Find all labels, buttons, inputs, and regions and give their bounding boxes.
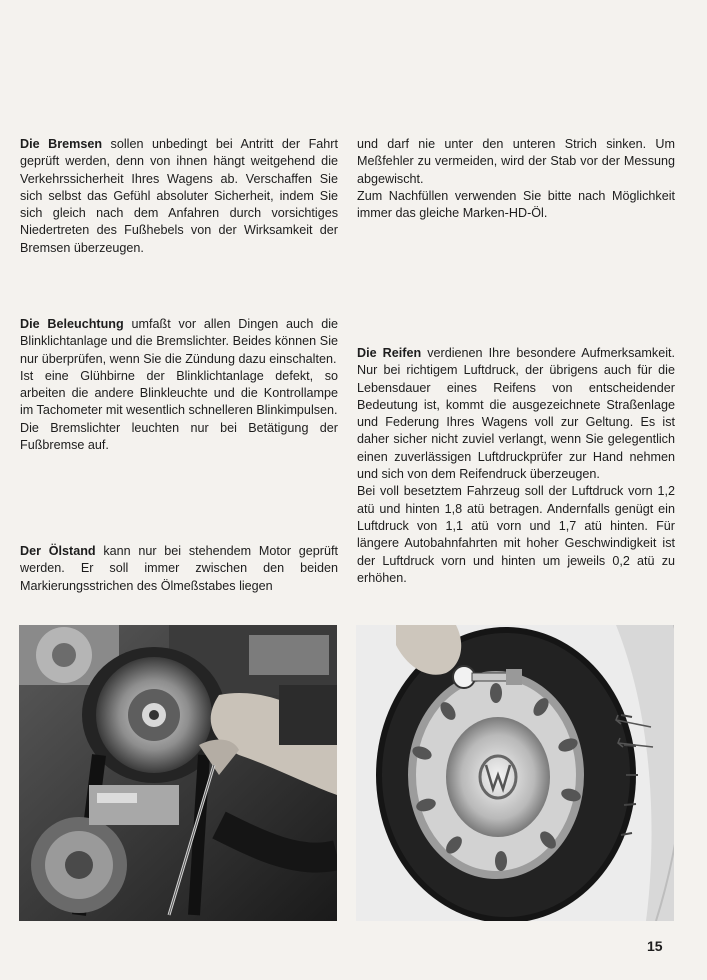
tires-paragraph-2: Bei voll besetztem Fahrzeug soll der Luftdruck vorn 1,2 atü und hinten 1,8 atü betragen. Andernfalls genügt ein Luftdruck von 1,1 atü vorn und 1,7 atü hinten. Für längere Autobahnfahrten mit hoher Geschwindigkeit ist der Luftdruck vorn und hinten um jeweils 0,2 atü zu erhöhen. [357, 484, 675, 585]
oil-level-text: kann nur bei stehendem Motor geprüft werden. Er soll immer zwischen den beiden Markierungsstrichen des Ölmeßstabes liegen [20, 544, 338, 593]
oil-level-heading: Der Ölstand [20, 544, 96, 558]
page-number: 15 [647, 938, 663, 954]
oil-level-section [20, 543, 338, 595]
oil-level-continued-paragraph-1: und darf nie unter den unteren Strich sinken. Um Meßfehler zu vermeiden, wird der Stab vor der Messung abgewischt. [357, 137, 675, 186]
tires-text: verdienen Ihre besondere Aufmerksamkeit. Nur bei richtigem Luftdruck, der übrigens auch für die Lebensdauer eines Reifens von entscheidender Bedeutung ist, kommt die ausgezeichnete Straßenlage und Federung Ihres Wagens voll zur Geltung. Es ist daher sicher nicht zuviel verlangt, wenn Sie gelegentlich einen zuverlässigen Luftdruckprüfer zur Hand nehmen und sich von dem Reifendruck überzeugen. [357, 346, 675, 482]
tire-pressure-photo-icon [356, 625, 674, 921]
oil-level-continued [357, 136, 675, 222]
brakes-section [20, 136, 338, 257]
lighting-paragraph-2: Ist eine Glühbirne der Blinklichtanlage defekt, so arbeiten die andere Blinkleuchte und die Kontrollampe im Tachometer mit wesentlich schnelleren Blinkimpulsen. [20, 368, 338, 418]
brakes-text: sollen unbedingt bei Antritt der Fahrt geprüft werden, denn von ihnen hängt weitgehend die Verkehrssicherheit Ihres Wagens ab. Verschaffen Sie sich selbst das Gefühl absoluter Sicherheit, indem Sie sich gleich nach dem Anfahren durch vorsichtiges Niedertreten des Fußhebels von der Wirksamkeit der Bremsen überzeugen. [20, 137, 339, 255]
lighting-paragraph-3: Die Bremslichter leuchten nur bei Betätigung der Fußbremse auf. [20, 420, 338, 453]
brakes-heading: Die Bremsen [20, 137, 103, 151]
lighting-text: umfaßt vor allen Dingen auch die Blinklichtanlage und die Bremslichter. Beides können Sie nur überprüfen, wenn Sie die Zündung dazu einschalten. [20, 317, 338, 366]
lighting-section [20, 316, 338, 454]
oil-level-continued-paragraph-2: Zum Nachfüllen verwenden Sie bitte nach Möglichkeit immer das gleiche Marken-HD-Öl. [357, 188, 675, 221]
engine-dipstick-photo-icon [19, 625, 337, 921]
tires-heading: Die Reifen [357, 346, 422, 360]
tires-section [357, 345, 675, 587]
lighting-heading: Die Beleuchtung [20, 317, 124, 331]
